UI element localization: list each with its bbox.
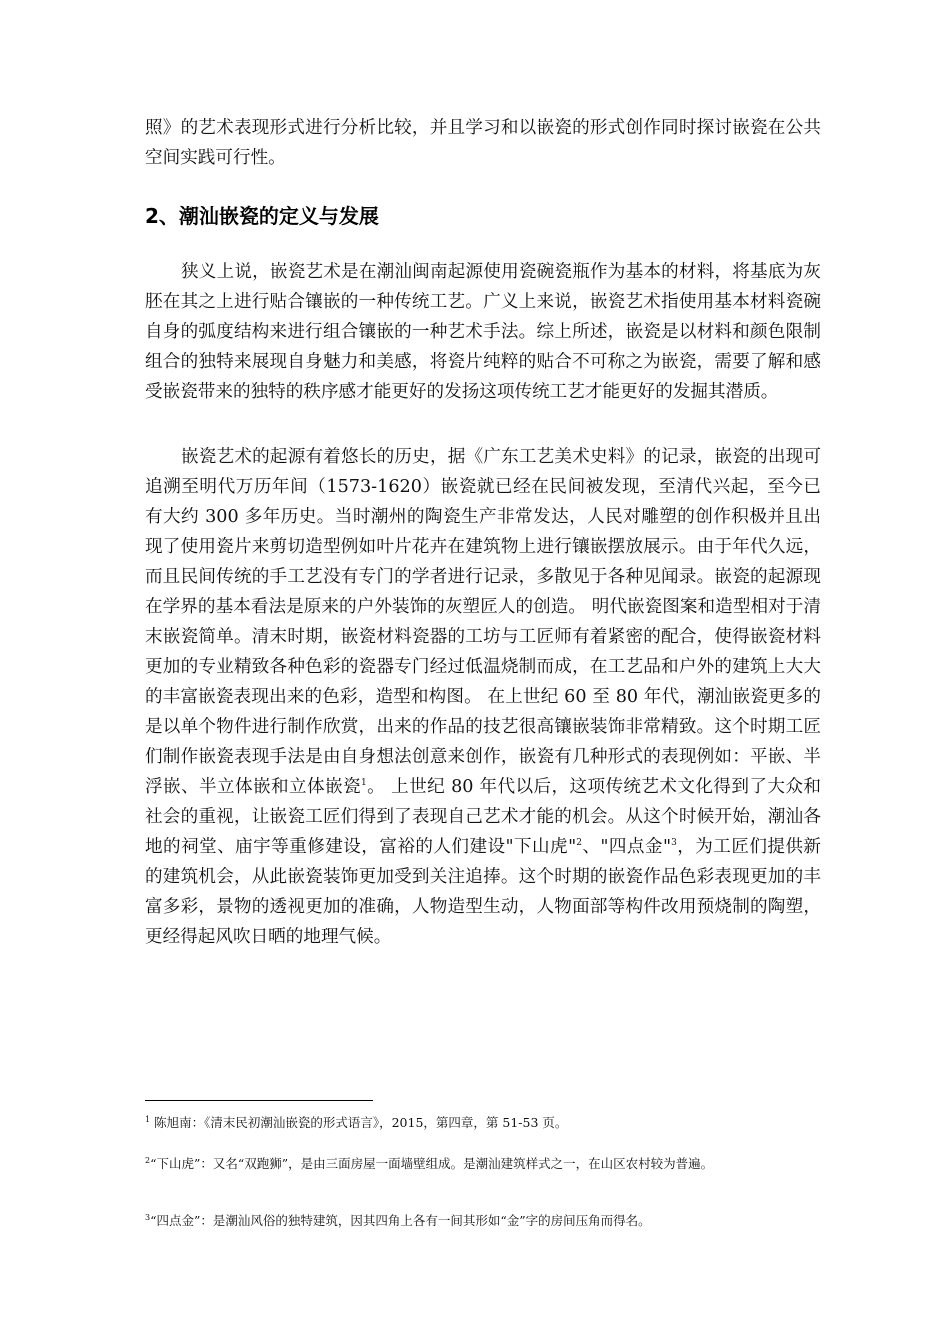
footnote-separator (145, 1100, 373, 1101)
footnote-ref-3[interactable]: 3 (671, 838, 677, 849)
continuation-paragraph: 照》的艺术表现形式进行分析比较，并且学习和以嵌瓷的形式创作同时探讨嵌瓷在公共空间实践可行性。 (145, 118, 821, 168)
footnote-1-text: 陈旭南：《清末民初潮汕嵌瓷的形式语言》，2015，第四章，第 51-53 页。 (154, 1115, 568, 1130)
history-text-part-3: 、"四点金" (581, 837, 672, 857)
history-text-part-2: 。 上世纪 80 年代以后，这项传统艺术文化得到了大众和社会的重视，让嵌瓷工匠们得到了表现自己艺术才能的机会。从这个时候开始，潮汕各地的祠堂、庙宇等重修建设，富裕的人们建设"下山虎" (145, 777, 821, 857)
footnote-3-text: “四点金”：是潮汕风俗的独特建筑，因其四角上各有一间其形如“金”字的房间压角而得名。 (150, 1213, 651, 1228)
footnote-ref-2[interactable]: 2 (576, 838, 582, 849)
definition-paragraph: 狭义上说，嵌瓷艺术是在潮汕闽南起源使用瓷碗瓷瓶作为基本的材料，将基底为灰胚在其之上进行贴合镶嵌的一种传统工艺。广义上来说，嵌瓷艺术指使用基本材料瓷碗自身的弧度结构来进行组合镶嵌的一种艺术手法。综上所述，嵌瓷是以材料和颜色限制组合的独特来展现自身魅力和美感，将瓷片纯粹的贴合不可称之为嵌瓷，需要了解和感受嵌瓷带来的独特的秩序感才能更好的发扬这项传统工艺才能更好的发掘其潜质。 (145, 262, 821, 402)
history-paragraph (145, 442, 821, 952)
footnote-1-mark: 1 (145, 1114, 151, 1124)
section-heading: 2、潮汕嵌瓷的定义与发展 (145, 204, 379, 228)
footnote-3 (145, 1210, 821, 1231)
footnote-ref-1[interactable]: 1 (360, 778, 367, 789)
history-text-part-1: 嵌瓷艺术的起源有着悠长的历史，据《广东工艺美术史料》的记录，嵌瓷的出现可追溯至明代万历年间（1573-1620）嵌瓷就已经在民间被发现，至清代兴起，至今已有大约 300 多年历史。当时潮州的陶瓷生产非常发达，人民对雕塑的创作积极并且出现了使用瓷片来剪切造型例如叶片花卉在建筑物上进行镶嵌摆放展示。由于年代久远，而且民间传统的手工艺没有专门的学者进行记录，多散见于各种见闻录。嵌瓷的起源现在学界的基本看法是原来的户外装饰的灰塑匠人的创造。 明代嵌瓷图案和造型相对于清末嵌瓷简单。清末时期，嵌瓷材料瓷器的工坊与工匠师有着紧密的配合，使得嵌瓷材料更加的专业精致各种色彩的瓷器专门经过低温烧制而成，在工艺品和户外的建筑上大大的丰富嵌瓷表现出来的色彩，造型和构图。 在上世纪 60 至 80 年代，潮汕嵌瓷更多的是以单个物件进行制作欣赏，出来的作品的技艺很高镶嵌装饰非常精致。这个时期工匠们制作嵌瓷表现手法是由自身想法创意来创作，嵌瓷有几种形式的表现例如：平嵌、半浮嵌、半立体嵌和立体嵌瓷 (145, 447, 821, 797)
footnote-2-mark: 2 (145, 1155, 151, 1165)
footnote-2-text: “下山虎”：又名“双跑狮”，是由三面房屋一面墙壁组成。是潮汕建筑样式之一，在山区农村较为普遍。 (150, 1156, 714, 1171)
footnote-3-mark: 3 (145, 1212, 151, 1222)
footnote-2 (145, 1153, 821, 1174)
history-text-part-4: ，为工匠们提供新的建筑机会，从此嵌瓷装饰更加受到关注追捧。这个时期的嵌瓷作品色彩表现更加的丰富多彩，景物的透视更加的准确，人物造型生动，人物面部等构件改用预烧制的陶塑，更经得起风吹日晒的地理气候。 (145, 837, 822, 947)
footnote-1 (145, 1112, 821, 1133)
